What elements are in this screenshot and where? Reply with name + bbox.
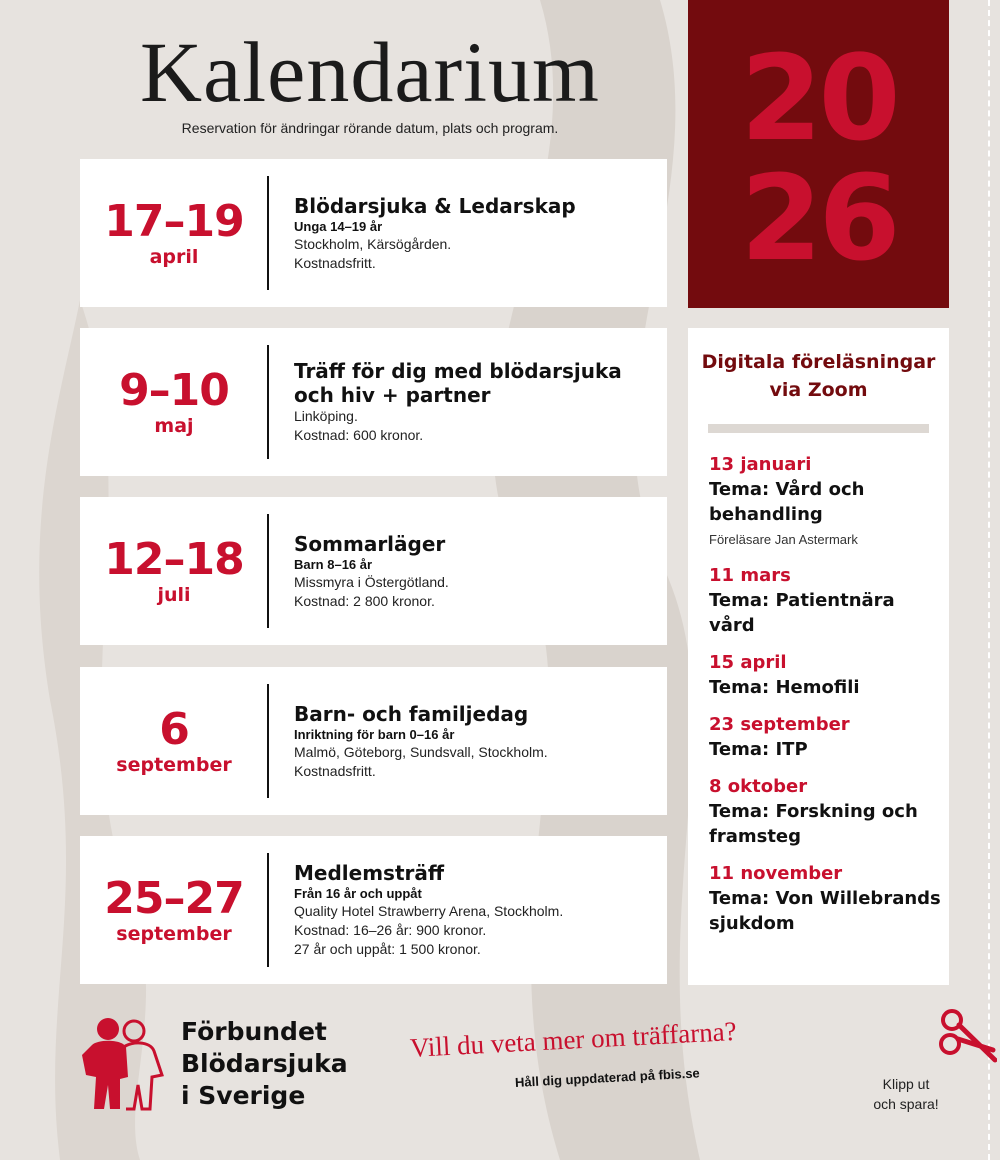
event-divider [267, 345, 269, 459]
event-card [80, 328, 667, 476]
event-title: Träff för dig med blödarsjuka och hiv + partner [294, 359, 622, 407]
year-bottom: 26 [740, 149, 897, 287]
event-detail: Quality Hotel Strawberry Arena, Stockholm. [294, 903, 564, 919]
lecture-topic: Tema: Vård och behandling [709, 479, 865, 525]
event-detail: Linköping. [294, 408, 358, 424]
page-subtitle: Reservation för ändringar rörande datum, plats och program. [181, 120, 559, 136]
event-date [80, 667, 268, 815]
event-detail: Malmö, Göteborg, Sundsvall, Stockholm. [294, 743, 548, 760]
event-date-range: 12–18 [104, 534, 244, 585]
event-audience: Inriktning för barn 0–16 år [294, 726, 455, 742]
event-title: Sommarläger [294, 531, 446, 556]
event-detail: Kostnad: 16–26 år: 900 kronor. [294, 922, 487, 938]
organization-name [181, 1016, 348, 1112]
event-detail: Kostnad: 2 800 kronor. [294, 592, 435, 609]
scissors-icon [937, 1006, 997, 1068]
event-card [80, 497, 667, 645]
event-date [80, 836, 268, 984]
lecture-date: 11 mars [709, 565, 791, 586]
event-month: juli [157, 584, 191, 606]
event-card [80, 836, 667, 984]
event-audience: Barn 8–16 år [294, 556, 373, 572]
lecture-topic: Tema: Von Willebrands sjukdom [709, 888, 941, 934]
event-detail: Missmyra i Östergötland. [294, 573, 449, 590]
organization-name-line: Blödarsjuka [181, 1049, 348, 1078]
event-detail: Kostnad: 600 kronor. [294, 427, 424, 443]
lecture-item [709, 650, 941, 700]
lecture-date: 13 januari [709, 454, 812, 475]
organization-name-line: Förbundet [181, 1017, 327, 1046]
event-date-range: 9–10 [119, 365, 229, 416]
clip-out-line: Klipp ut [882, 1076, 930, 1092]
year-top: 20 [740, 29, 897, 167]
lecture-item [709, 563, 941, 638]
digital-divider [708, 424, 929, 433]
lecture-item [709, 712, 941, 762]
event-date-range: 25–27 [104, 873, 244, 924]
page-title: Kalendarium [140, 24, 600, 120]
lecture-date: 8 oktober [709, 776, 808, 797]
call-to-action-sub: Håll dig uppdaterad på fbis.se [514, 1065, 701, 1090]
event-month: maj [154, 415, 194, 437]
organization-logo-icon [78, 1015, 168, 1111]
event-divider [267, 514, 269, 628]
event-card [80, 159, 667, 307]
event-info [294, 667, 654, 815]
digital-heading: Digitala föreläsningar via Zoom [701, 351, 936, 401]
lecture-item [709, 452, 941, 551]
event-audience: Unga 14–19 år [294, 218, 383, 234]
event-audience: Från 16 år och uppåt [294, 886, 422, 901]
lecture-topic: Tema: Patientnära vård [709, 590, 895, 636]
lecture-speaker: Föreläsare Jan Astermark [709, 532, 858, 547]
digital-lectures-panel [688, 328, 949, 985]
event-detail: Kostnadsfritt. [294, 762, 376, 779]
event-divider [267, 853, 269, 967]
lecture-date: 23 september [709, 714, 850, 735]
event-month: september [116, 754, 232, 776]
event-divider [267, 176, 269, 290]
event-detail: Stockholm, Kärsögården. [294, 235, 452, 252]
lecture-topic: Tema: ITP [709, 739, 808, 760]
call-to-action: Vill du veta mer om träffarna? [409, 1015, 738, 1063]
event-title: Medlemsträff [294, 861, 445, 885]
lecture-item [709, 774, 941, 849]
lecture-topic: Tema: Forskning och framsteg [709, 801, 918, 847]
event-card [80, 667, 667, 815]
lecture-date: 15 april [709, 652, 787, 673]
organization-name-line: i Sverige [181, 1081, 306, 1110]
clip-out-line: och spara! [873, 1096, 939, 1112]
event-date [80, 497, 268, 645]
cut-line [988, 0, 990, 1160]
event-date-range: 17–19 [104, 196, 244, 247]
event-detail: Kostnadsfritt. [294, 254, 376, 271]
lecture-date: 11 november [709, 863, 843, 884]
event-divider [267, 684, 269, 798]
event-date [80, 328, 268, 476]
event-date-range: 6 [159, 704, 189, 755]
event-month: september [116, 923, 232, 945]
event-info [294, 159, 654, 307]
lecture-item [709, 861, 941, 936]
event-info [294, 836, 654, 984]
year-box [688, 0, 949, 308]
event-info [294, 328, 654, 476]
event-detail: 27 år och uppåt: 1 500 kronor. [294, 941, 481, 957]
event-month: april [149, 246, 199, 268]
lecture-topic: Tema: Hemofili [709, 677, 860, 698]
event-info [294, 497, 654, 645]
event-title: Blödarsjuka & Ledarskap [294, 193, 576, 218]
clip-out-note [866, 1074, 946, 1114]
event-title: Barn- och familjedag [294, 701, 529, 726]
event-date [80, 159, 268, 307]
lecture-list [709, 452, 941, 948]
